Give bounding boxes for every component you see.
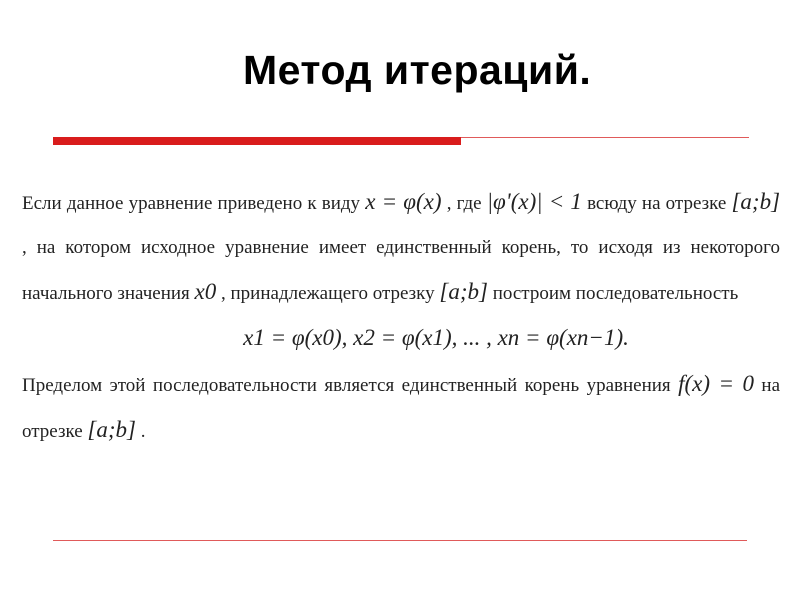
text-segment: на отрезке (22, 375, 781, 442)
formula-x0: x0 (194, 279, 217, 304)
text-segment: . (140, 421, 146, 442)
formula-interval-ab: [a;b] (87, 417, 136, 442)
text-segment: , принадлежащего отрезку (221, 283, 440, 304)
formula-f-eq-0: f(x) = 0 (678, 371, 754, 396)
formula-interval-ab: [a;b] (439, 279, 488, 304)
formula-interval-ab: [a;b] (731, 189, 781, 214)
title-underline-thin (461, 137, 749, 138)
formula-x-eq-phi: x = φ(x) (365, 189, 442, 214)
paragraph-definition (22, 180, 780, 316)
text-segment: построим последовательность (492, 283, 739, 304)
text-segment: Если данное уравнение приведено к виду (22, 193, 366, 214)
title-underline-thick (53, 137, 461, 145)
slide-title: Метод итераций. (243, 47, 592, 93)
text-segment: , где (446, 193, 487, 214)
formula-sequence-line (92, 316, 780, 360)
text-segment: Пределом этой последовательности является единственный корень уравнения (22, 375, 679, 396)
text-segment: , на котором исходное уравнение имеет единственный корень, то исходя из некоторого начального значения (22, 237, 780, 304)
formula-phi-prime-condition: |φ'(x)| < 1 (486, 189, 582, 214)
paragraph-limit (22, 362, 780, 454)
text-segment: всюду на отрезке (587, 193, 732, 214)
footer-rule (53, 540, 747, 541)
slide-body (22, 180, 780, 454)
formula-iteration-sequence: x1 = φ(x0), x2 = φ(x1), ... , xn = φ(xn−1). (243, 325, 629, 350)
